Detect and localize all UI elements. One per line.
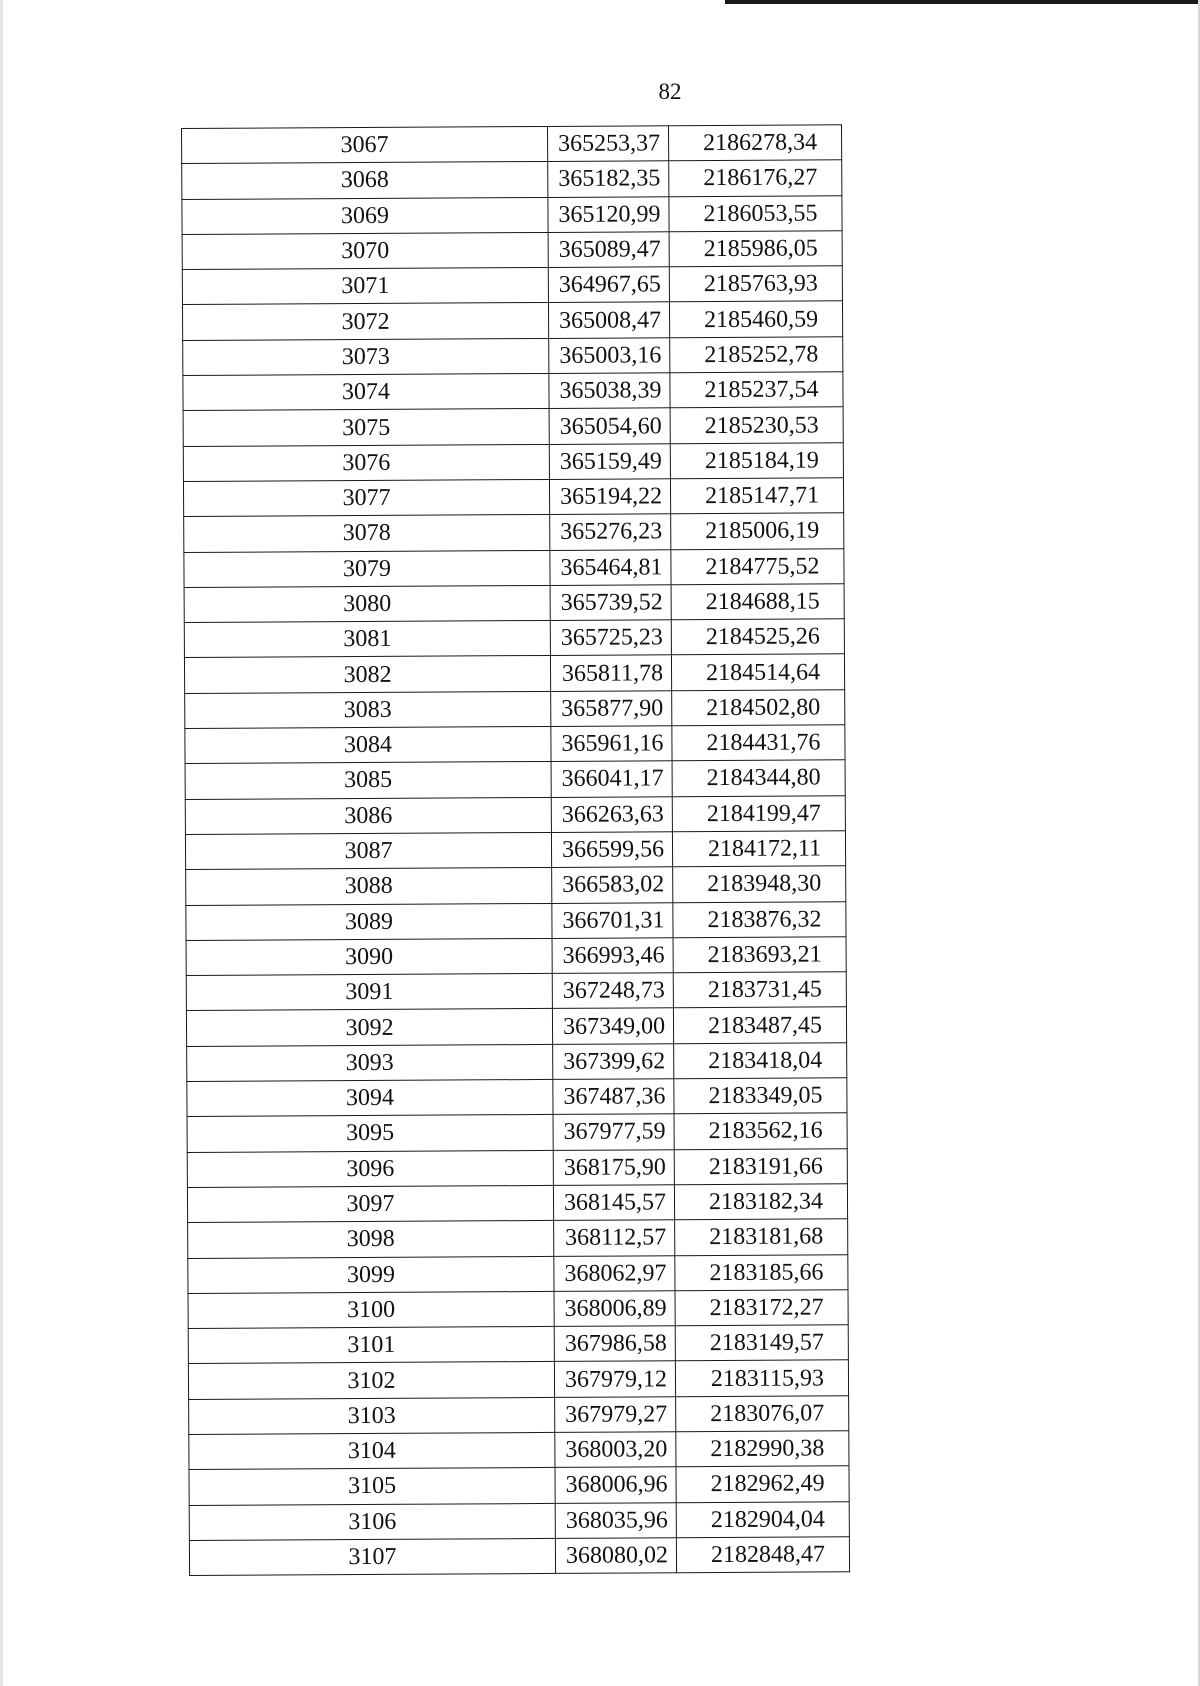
table-row: [187, 1148, 847, 1187]
point-number-cell: 3100: [188, 1291, 554, 1328]
y-coordinate-cell: 2183487,45: [673, 1007, 846, 1043]
x-coordinate-cell: 365120,99: [548, 196, 669, 232]
point-number-cell: 3093: [187, 1044, 553, 1081]
y-coordinate-cell: 2183191,66: [674, 1148, 847, 1184]
x-coordinate-cell: 365739,52: [550, 585, 671, 621]
point-number-cell: 3075: [183, 409, 549, 446]
y-coordinate-cell: 2184431,76: [672, 725, 845, 761]
y-coordinate-cell: 2185237,54: [670, 372, 843, 408]
y-coordinate-cell: 2184514,64: [671, 654, 844, 690]
point-number-cell: 3074: [183, 374, 549, 411]
table-row: [183, 478, 843, 517]
y-coordinate-cell: 2184199,47: [672, 795, 845, 831]
point-number-cell: 3086: [185, 797, 551, 834]
table-row: [186, 937, 846, 976]
point-number-cell: 3092: [186, 1009, 552, 1046]
table-row: [189, 1395, 849, 1434]
table-row: [188, 1360, 848, 1399]
point-number-cell: 3088: [186, 868, 552, 905]
y-coordinate-cell: 2186278,34: [668, 125, 841, 161]
point-number-cell: 3089: [186, 903, 552, 940]
point-number-cell: 3102: [188, 1362, 554, 1399]
point-number-cell: 3104: [189, 1432, 555, 1469]
point-number-cell: 3101: [188, 1327, 554, 1364]
point-number-cell: 3078: [184, 515, 550, 552]
table-row: [189, 1431, 849, 1470]
y-coordinate-cell: 2183076,07: [676, 1395, 849, 1431]
point-number-cell: 3096: [187, 1150, 553, 1187]
y-coordinate-cell: 2183693,21: [673, 937, 846, 973]
x-coordinate-cell: 365961,16: [551, 726, 672, 762]
point-number-cell: 3070: [182, 232, 548, 269]
point-number-cell: 3084: [185, 726, 551, 763]
table-row: [186, 866, 846, 905]
point-number-cell: 3098: [188, 1221, 554, 1258]
point-number-cell: 3072: [182, 303, 548, 340]
table-row: [183, 337, 843, 376]
x-coordinate-cell: 366263,63: [551, 796, 672, 832]
y-coordinate-cell: 2183948,30: [673, 866, 846, 902]
point-number-cell: 3069: [182, 197, 548, 234]
point-number-cell: 3097: [187, 1185, 553, 1222]
table-row: [188, 1254, 848, 1293]
table-row: [182, 301, 842, 340]
table-row: [187, 1043, 847, 1082]
point-number-cell: 3081: [184, 621, 550, 658]
y-coordinate-cell: 2184502,80: [672, 690, 845, 726]
y-coordinate-cell: 2183149,57: [675, 1325, 848, 1361]
table-row: [189, 1501, 849, 1540]
y-coordinate-cell: 2183349,05: [674, 1078, 847, 1114]
y-coordinate-cell: 2183185,66: [675, 1254, 848, 1290]
table-row: [183, 407, 843, 446]
table-row: [184, 584, 844, 623]
x-coordinate-cell: 367986,58: [554, 1326, 675, 1362]
x-coordinate-cell: 364967,65: [548, 267, 669, 303]
table-row: [182, 231, 842, 270]
y-coordinate-cell: 2183182,34: [674, 1184, 847, 1220]
y-coordinate-cell: 2186053,55: [669, 195, 842, 231]
point-number-cell: 3094: [187, 1079, 553, 1116]
x-coordinate-cell: 365464,81: [550, 549, 671, 585]
x-coordinate-cell: 365877,90: [551, 691, 672, 727]
x-coordinate-cell: 365038,39: [549, 373, 670, 409]
y-coordinate-cell: 2183562,16: [674, 1113, 847, 1149]
table-row: [186, 901, 846, 940]
table-row: [184, 654, 844, 693]
table-row: [184, 548, 844, 587]
table-row: [185, 831, 845, 870]
table-row: [187, 1113, 847, 1152]
x-coordinate-cell: 367979,27: [555, 1396, 676, 1432]
x-coordinate-cell: 367979,12: [554, 1361, 675, 1397]
table-row: [183, 372, 843, 411]
x-coordinate-cell: 368175,90: [553, 1149, 674, 1185]
point-number-cell: 3106: [189, 1503, 555, 1540]
coordinates-table: [181, 124, 850, 1576]
x-coordinate-cell: 368003,20: [555, 1432, 676, 1468]
y-coordinate-cell: 2185147,71: [670, 478, 843, 514]
x-coordinate-cell: 367399,62: [553, 1043, 674, 1079]
x-coordinate-cell: 367977,59: [553, 1114, 674, 1150]
y-coordinate-cell: 2184172,11: [672, 831, 845, 867]
table-row: [185, 760, 845, 799]
point-number-cell: 3067: [182, 126, 548, 163]
table-row: [186, 972, 846, 1011]
point-number-cell: 3077: [183, 479, 549, 516]
y-coordinate-cell: 2184344,80: [672, 760, 845, 796]
x-coordinate-cell: 365003,16: [549, 338, 670, 374]
scan-edge-left: [0, 0, 3, 1686]
x-coordinate-cell: 366701,31: [552, 902, 673, 938]
coordinates-table-body: [182, 125, 850, 1576]
table-row: [182, 160, 842, 199]
x-coordinate-cell: 368006,96: [555, 1467, 676, 1503]
table-row: [189, 1466, 849, 1505]
y-coordinate-cell: 2184688,15: [671, 584, 844, 620]
x-coordinate-cell: 365159,49: [549, 443, 670, 479]
table-row: [185, 690, 845, 729]
point-number-cell: 3080: [184, 585, 550, 622]
y-coordinate-cell: 2183731,45: [673, 972, 846, 1008]
x-coordinate-cell: 367349,00: [552, 1008, 673, 1044]
point-number-cell: 3079: [184, 550, 550, 587]
y-coordinate-cell: 2184525,26: [671, 619, 844, 655]
point-number-cell: 3068: [182, 162, 548, 199]
y-coordinate-cell: 2184775,52: [671, 548, 844, 584]
point-number-cell: 3105: [189, 1468, 555, 1505]
table-row: [188, 1219, 848, 1258]
x-coordinate-cell: 367487,36: [553, 1079, 674, 1115]
y-coordinate-cell: 2185184,19: [670, 442, 843, 478]
point-number-cell: 3103: [189, 1397, 555, 1434]
y-coordinate-cell: 2183172,27: [675, 1290, 848, 1326]
y-coordinate-cell: 2183181,68: [675, 1219, 848, 1255]
y-coordinate-cell: 2182904,04: [676, 1501, 849, 1537]
point-number-cell: 3090: [186, 938, 552, 975]
table-row: [182, 195, 842, 234]
point-number-cell: 3095: [187, 1115, 553, 1152]
point-number-cell: 3073: [183, 338, 549, 375]
table-row: [188, 1325, 848, 1364]
y-coordinate-cell: 2185460,59: [669, 301, 842, 337]
point-number-cell: 3087: [185, 832, 551, 869]
table-row: [188, 1290, 848, 1329]
table-row: [182, 266, 842, 305]
table-row: [184, 513, 844, 552]
page-number: 82: [658, 79, 682, 104]
x-coordinate-cell: 365182,35: [548, 161, 669, 197]
x-coordinate-cell: 365253,37: [547, 126, 668, 162]
x-coordinate-cell: 365276,23: [550, 514, 671, 550]
table-row: [183, 442, 843, 481]
point-number-cell: 3082: [184, 656, 550, 693]
table-row: [185, 725, 845, 764]
table-row: [187, 1184, 847, 1223]
x-coordinate-cell: 366599,56: [551, 832, 672, 868]
y-coordinate-cell: 2182848,47: [676, 1537, 849, 1573]
table-row: [182, 125, 842, 164]
x-coordinate-cell: 368035,96: [555, 1502, 676, 1538]
point-number-cell: 3091: [186, 974, 552, 1011]
x-coordinate-cell: 365194,22: [549, 479, 670, 515]
x-coordinate-cell: 368080,02: [555, 1538, 676, 1574]
x-coordinate-cell: 368112,57: [554, 1220, 675, 1256]
x-coordinate-cell: 366041,17: [551, 761, 672, 797]
y-coordinate-cell: 2185006,19: [671, 513, 844, 549]
point-number-cell: 3083: [185, 691, 551, 728]
y-coordinate-cell: 2183418,04: [674, 1043, 847, 1079]
x-coordinate-cell: 366583,02: [552, 867, 673, 903]
point-number-cell: 3076: [183, 444, 549, 481]
y-coordinate-cell: 2185763,93: [669, 266, 842, 302]
table-row: [184, 619, 844, 658]
y-coordinate-cell: 2185986,05: [669, 231, 842, 267]
x-coordinate-cell: 365811,78: [550, 655, 671, 691]
y-coordinate-cell: 2182990,38: [676, 1431, 849, 1467]
y-coordinate-cell: 2185230,53: [670, 407, 843, 443]
x-coordinate-cell: 368062,97: [554, 1255, 675, 1291]
x-coordinate-cell: 366993,46: [552, 938, 673, 974]
y-coordinate-cell: 2182962,49: [676, 1466, 849, 1502]
table-row: [187, 1078, 847, 1117]
point-number-cell: 3107: [189, 1538, 555, 1575]
x-coordinate-cell: 365008,47: [548, 302, 669, 338]
table-row: [189, 1537, 849, 1576]
point-number-cell: 3071: [182, 268, 548, 305]
top-rule: [725, 0, 1200, 4]
x-coordinate-cell: 365089,47: [548, 232, 669, 268]
x-coordinate-cell: 368145,57: [553, 1185, 674, 1221]
y-coordinate-cell: 2186176,27: [669, 160, 842, 196]
x-coordinate-cell: 365054,60: [549, 408, 670, 444]
point-number-cell: 3099: [188, 1256, 554, 1293]
table-row: [185, 795, 845, 834]
y-coordinate-cell: 2183115,93: [675, 1360, 848, 1396]
x-coordinate-cell: 368006,89: [554, 1291, 675, 1327]
point-number-cell: 3085: [185, 762, 551, 799]
table-row: [186, 1007, 846, 1046]
y-coordinate-cell: 2183876,32: [673, 901, 846, 937]
x-coordinate-cell: 367248,73: [552, 973, 673, 1009]
y-coordinate-cell: 2185252,78: [670, 337, 843, 373]
x-coordinate-cell: 365725,23: [550, 620, 671, 656]
